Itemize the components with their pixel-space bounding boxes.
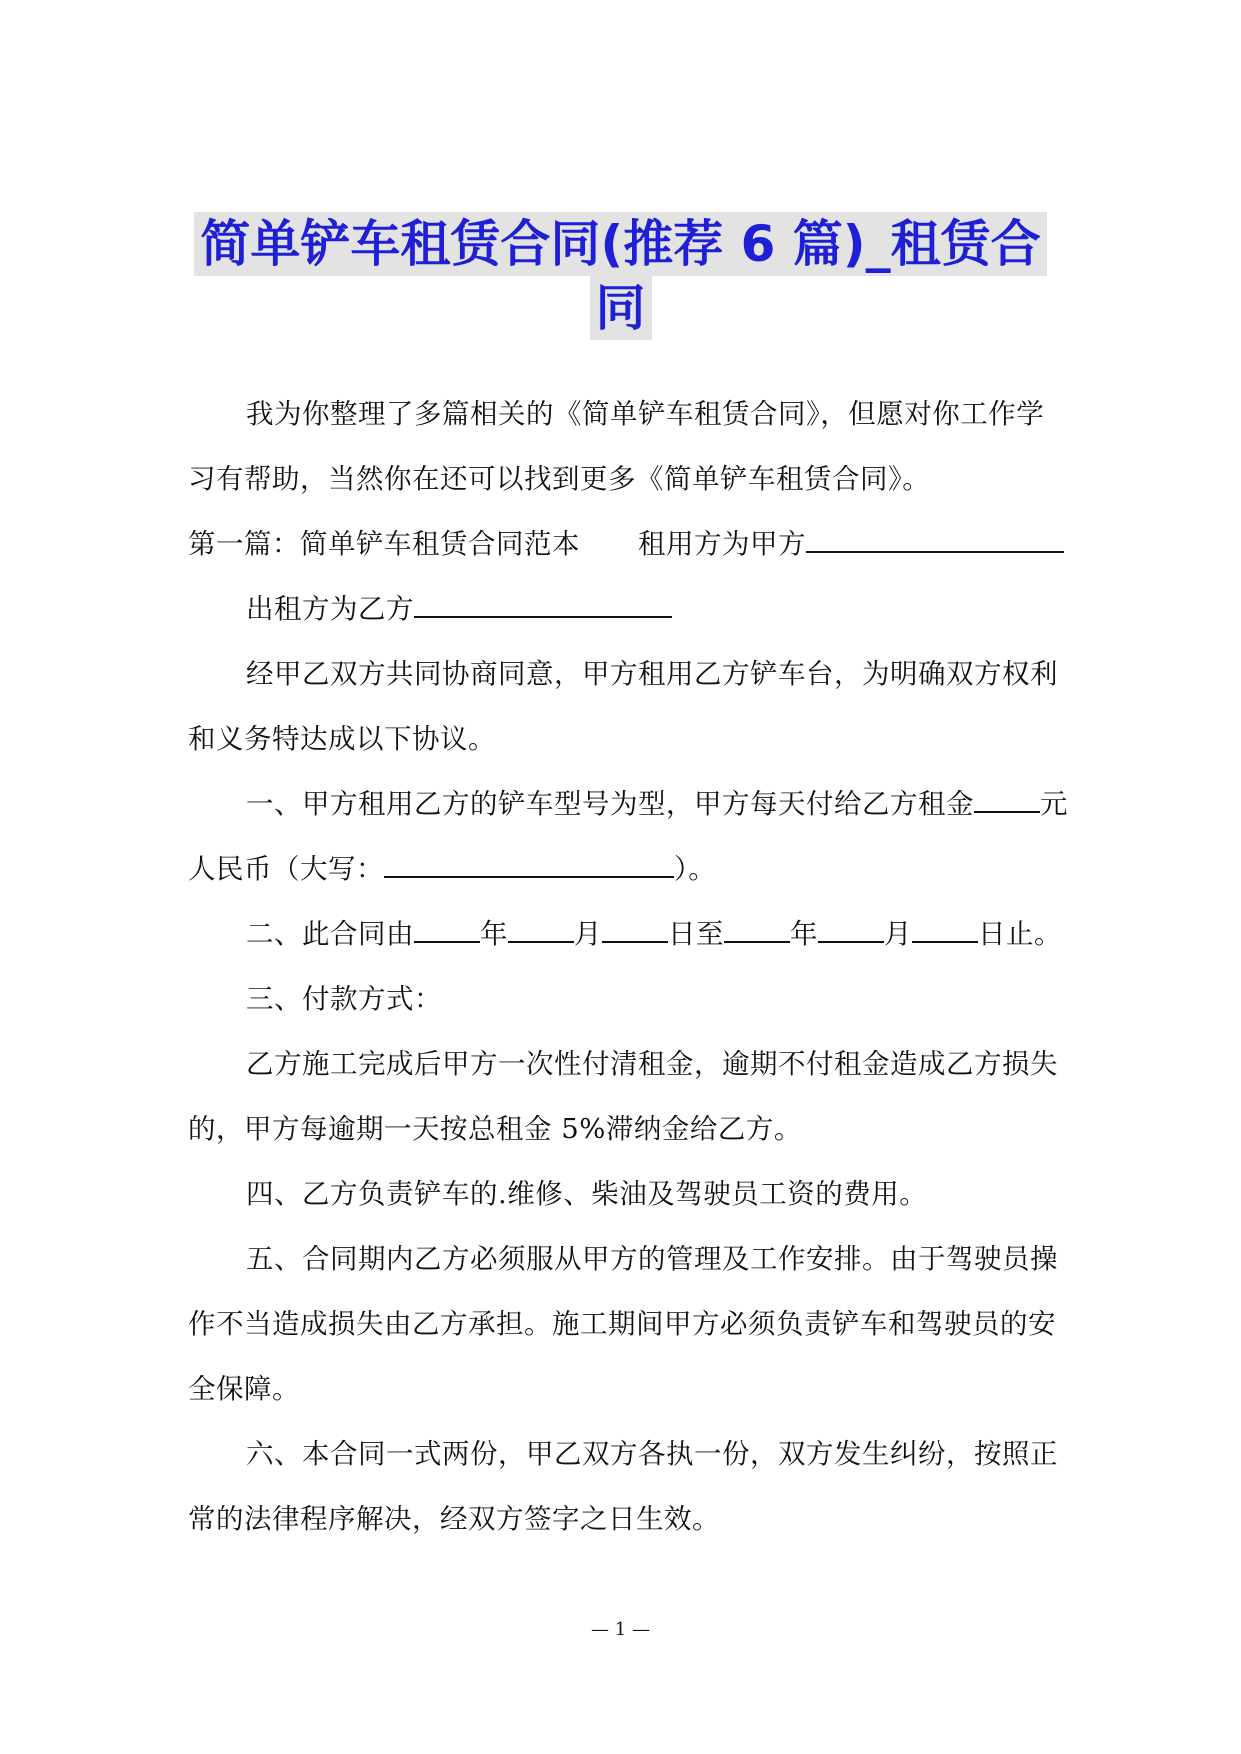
clause1-text-b: 元人民币（大写： (188, 788, 1068, 885)
document-body (188, 382, 1068, 1552)
clause-3-body: 乙方施工完成后甲方一次性付清租金，逾期不付租金造成乙方损失的，甲方每逾期一天按总租金 5%滞纳金给乙方。 (188, 1048, 1058, 1145)
lessee-blank (806, 529, 1064, 553)
lessor-line (188, 577, 1068, 642)
clause-4: 四、乙方负责铲车的.维修、柴油及驾驶员工资的费用。 (246, 1178, 928, 1210)
end-month-blank (818, 919, 884, 943)
title-line-1: 简单铲车租赁合同(推荐 6 篇)_租赁合 (194, 212, 1046, 276)
day-to-label: 日至 (668, 918, 724, 950)
rent-words-blank (384, 854, 674, 878)
intro-paragraph: 我为你整理了多篇相关的《简单铲车租赁合同》，但愿对你工作学习有帮助，当然你在还可以找到更多《简单铲车租赁合同》。 (188, 398, 1045, 495)
clause2-text: 二、此合同由 (246, 918, 414, 950)
start-day-blank (602, 919, 668, 943)
clause-2 (188, 902, 1068, 967)
lessor-blank (414, 594, 672, 618)
clause1-text-c: ）。 (674, 853, 717, 885)
title-line-2: 同 (590, 276, 652, 340)
year-label: 年 (480, 918, 508, 950)
start-year-blank (414, 919, 480, 943)
lessor-label: 出租方为乙方 (246, 593, 414, 625)
section1-heading-line (188, 512, 1068, 577)
month-label: 月 (574, 918, 602, 950)
rent-blank (974, 789, 1040, 813)
section1-heading: 第一篇：简单铲车租赁合同范本 (188, 528, 580, 560)
start-month-blank (508, 919, 574, 943)
month-label-2: 月 (884, 918, 912, 950)
lessee-label: 租用方为甲方 (638, 528, 806, 560)
agreement-paragraph: 经甲乙双方共同协商同意，甲方租用乙方铲车台，为明确双方权利和义务特达成以下协议。 (188, 658, 1058, 755)
clause-3: 三、付款方式： (246, 983, 442, 1015)
clause-5: 五、合同期内乙方必须服从甲方的管理及工作安排。由于驾驶员操作不当造成损失由乙方承担。施工期间甲方必须负责铲车和驾驶员的安全保障。 (188, 1243, 1058, 1405)
clause1-text-a: 一、甲方租用乙方的铲车型号为型，甲方每天付给乙方租金 (246, 788, 974, 820)
year-label-2: 年 (790, 918, 818, 950)
page-number: — 1 — (591, 1619, 650, 1640)
day-end-label: 日 (978, 918, 1006, 950)
clause-6: 六、本合同一式两份，甲乙双方各执一份，双方发生纠纷，按照正常的法律程序解决，经双方签字之日生效。 (188, 1438, 1058, 1535)
clause-1 (188, 772, 1068, 902)
stop-label: 止。 (1006, 918, 1062, 950)
document-title (0, 212, 1241, 340)
end-day-blank (912, 919, 978, 943)
end-year-blank (724, 919, 790, 943)
